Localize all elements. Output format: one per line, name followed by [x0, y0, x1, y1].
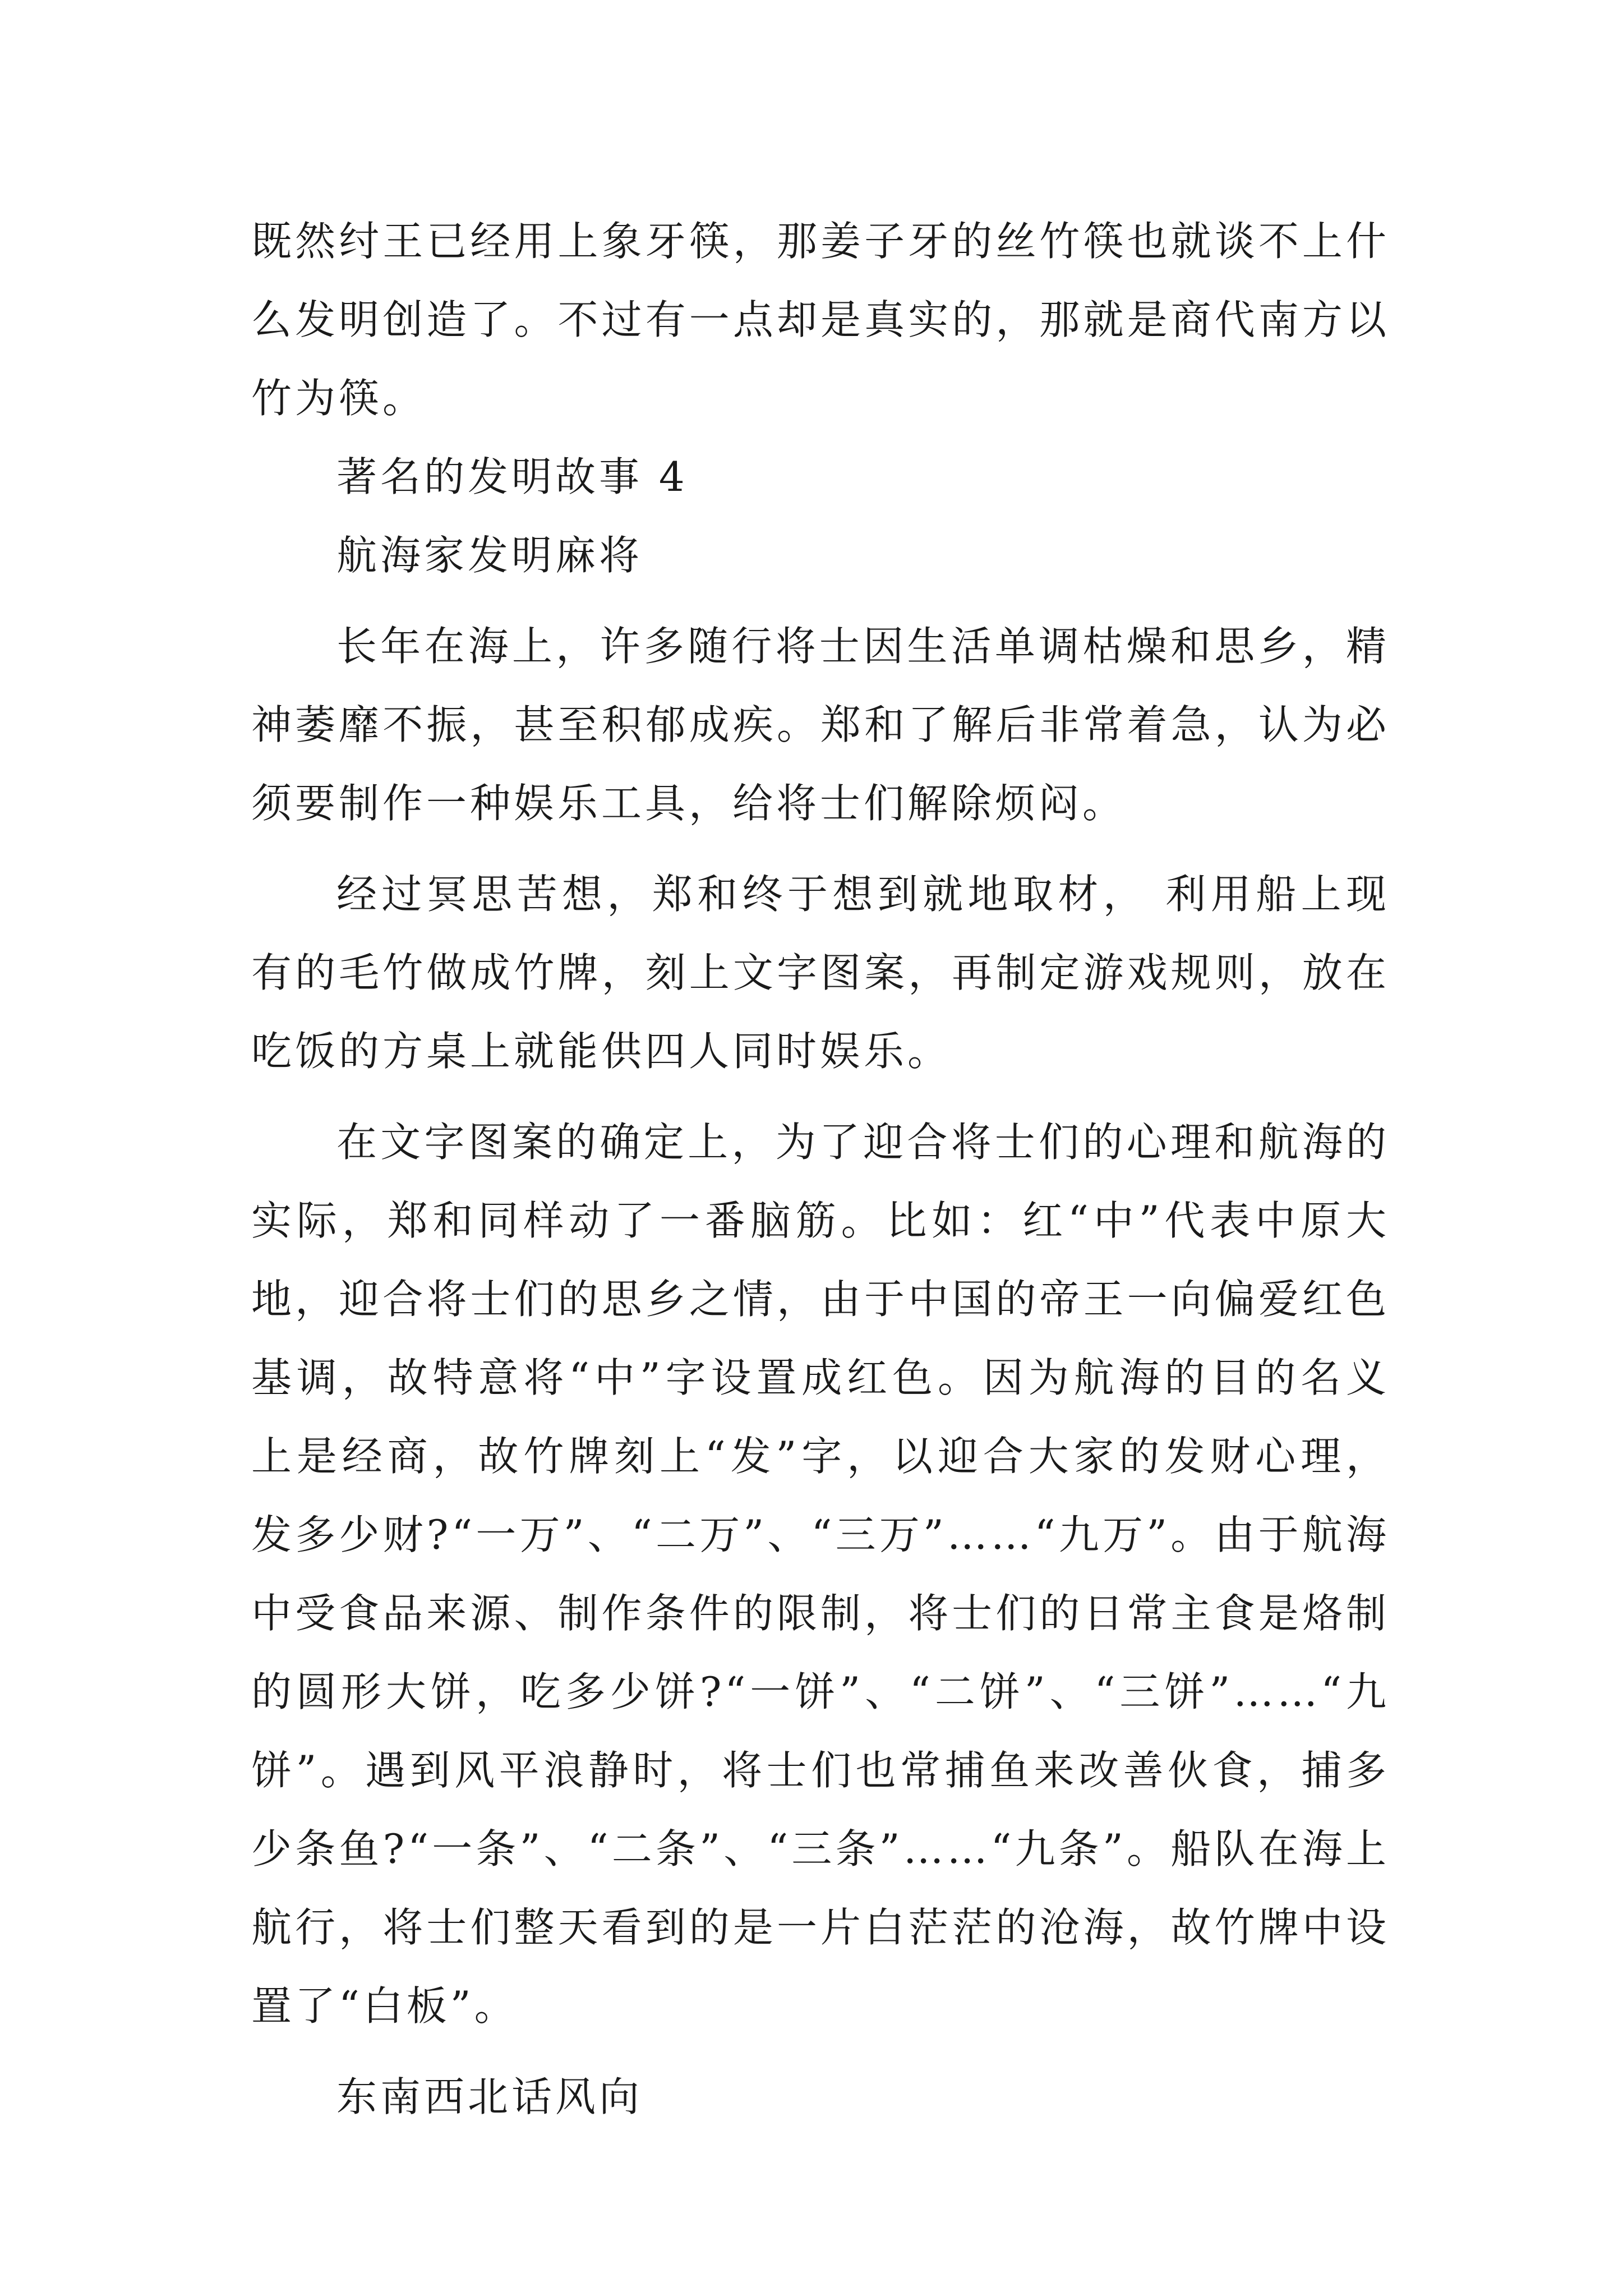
paragraph-sailors-boredom: 长年在海上，许多随行将士因生活单调枯燥和思乡，精神萎靡不振，甚至积郁成疾。郑和了解后非常着急，认为必须要制作一种娱乐工具，给将士们解除烦闷。 [251, 623, 1390, 827]
section-heading-story-4: 著名的发明故事 4 [336, 453, 688, 500]
paragraph-bamboo-tiles: 经过冥思苦想，郑和终于想到就地取材， 利用船上现有的毛竹做成竹牌，刻上文字图案，再制定游戏规则，放在吃饭的方桌上就能供四人同时娱乐。 [251, 871, 1390, 1075]
document-body [251, 202, 1390, 2136]
story-title-mahjong: 航海家发明麻将 [336, 532, 643, 579]
paragraph-chopsticks-conclusion: 既然纣王已经用上象牙筷，那姜子牙的丝竹筷也就谈不上什么发明创造了。不过有一点却是真实的，那就是商代南方以竹为筷。 [251, 218, 1390, 422]
subheading-wind-directions: 东南西北话风向 [336, 2073, 643, 2120]
paragraph-tile-design: 在文字图案的确定上，为了迎合将士们的心理和航海的实际，郑和同样动了一番脑筋。比如：红“中”代表中原大地，迎合将士们的思乡之情，由于中国的帝王一向偏爱红色基调，故特意将“中”字设置成红色。因为航海的目的名义上是经商，故竹牌刻上“发”字，以迎合大家的发财心理，发多少财?“一万”、“二万”、“三万”……“九万”。由于航海中受食品来源、制作条件的限制，将士们的日常主食是烙制的圆形大饼，吃多少饼?“一饼”、“二饼”、“三饼”……“九饼”。遇到风平浪静时，将士们也常捕鱼来改善伙食，捕多少条鱼?“一条”、“二条”、“三条”……“九条”。船队在海上航行，将士们整天看到的是一片白茫茫的沧海，故竹牌中设置了“白板”。 [251, 1119, 1390, 2030]
